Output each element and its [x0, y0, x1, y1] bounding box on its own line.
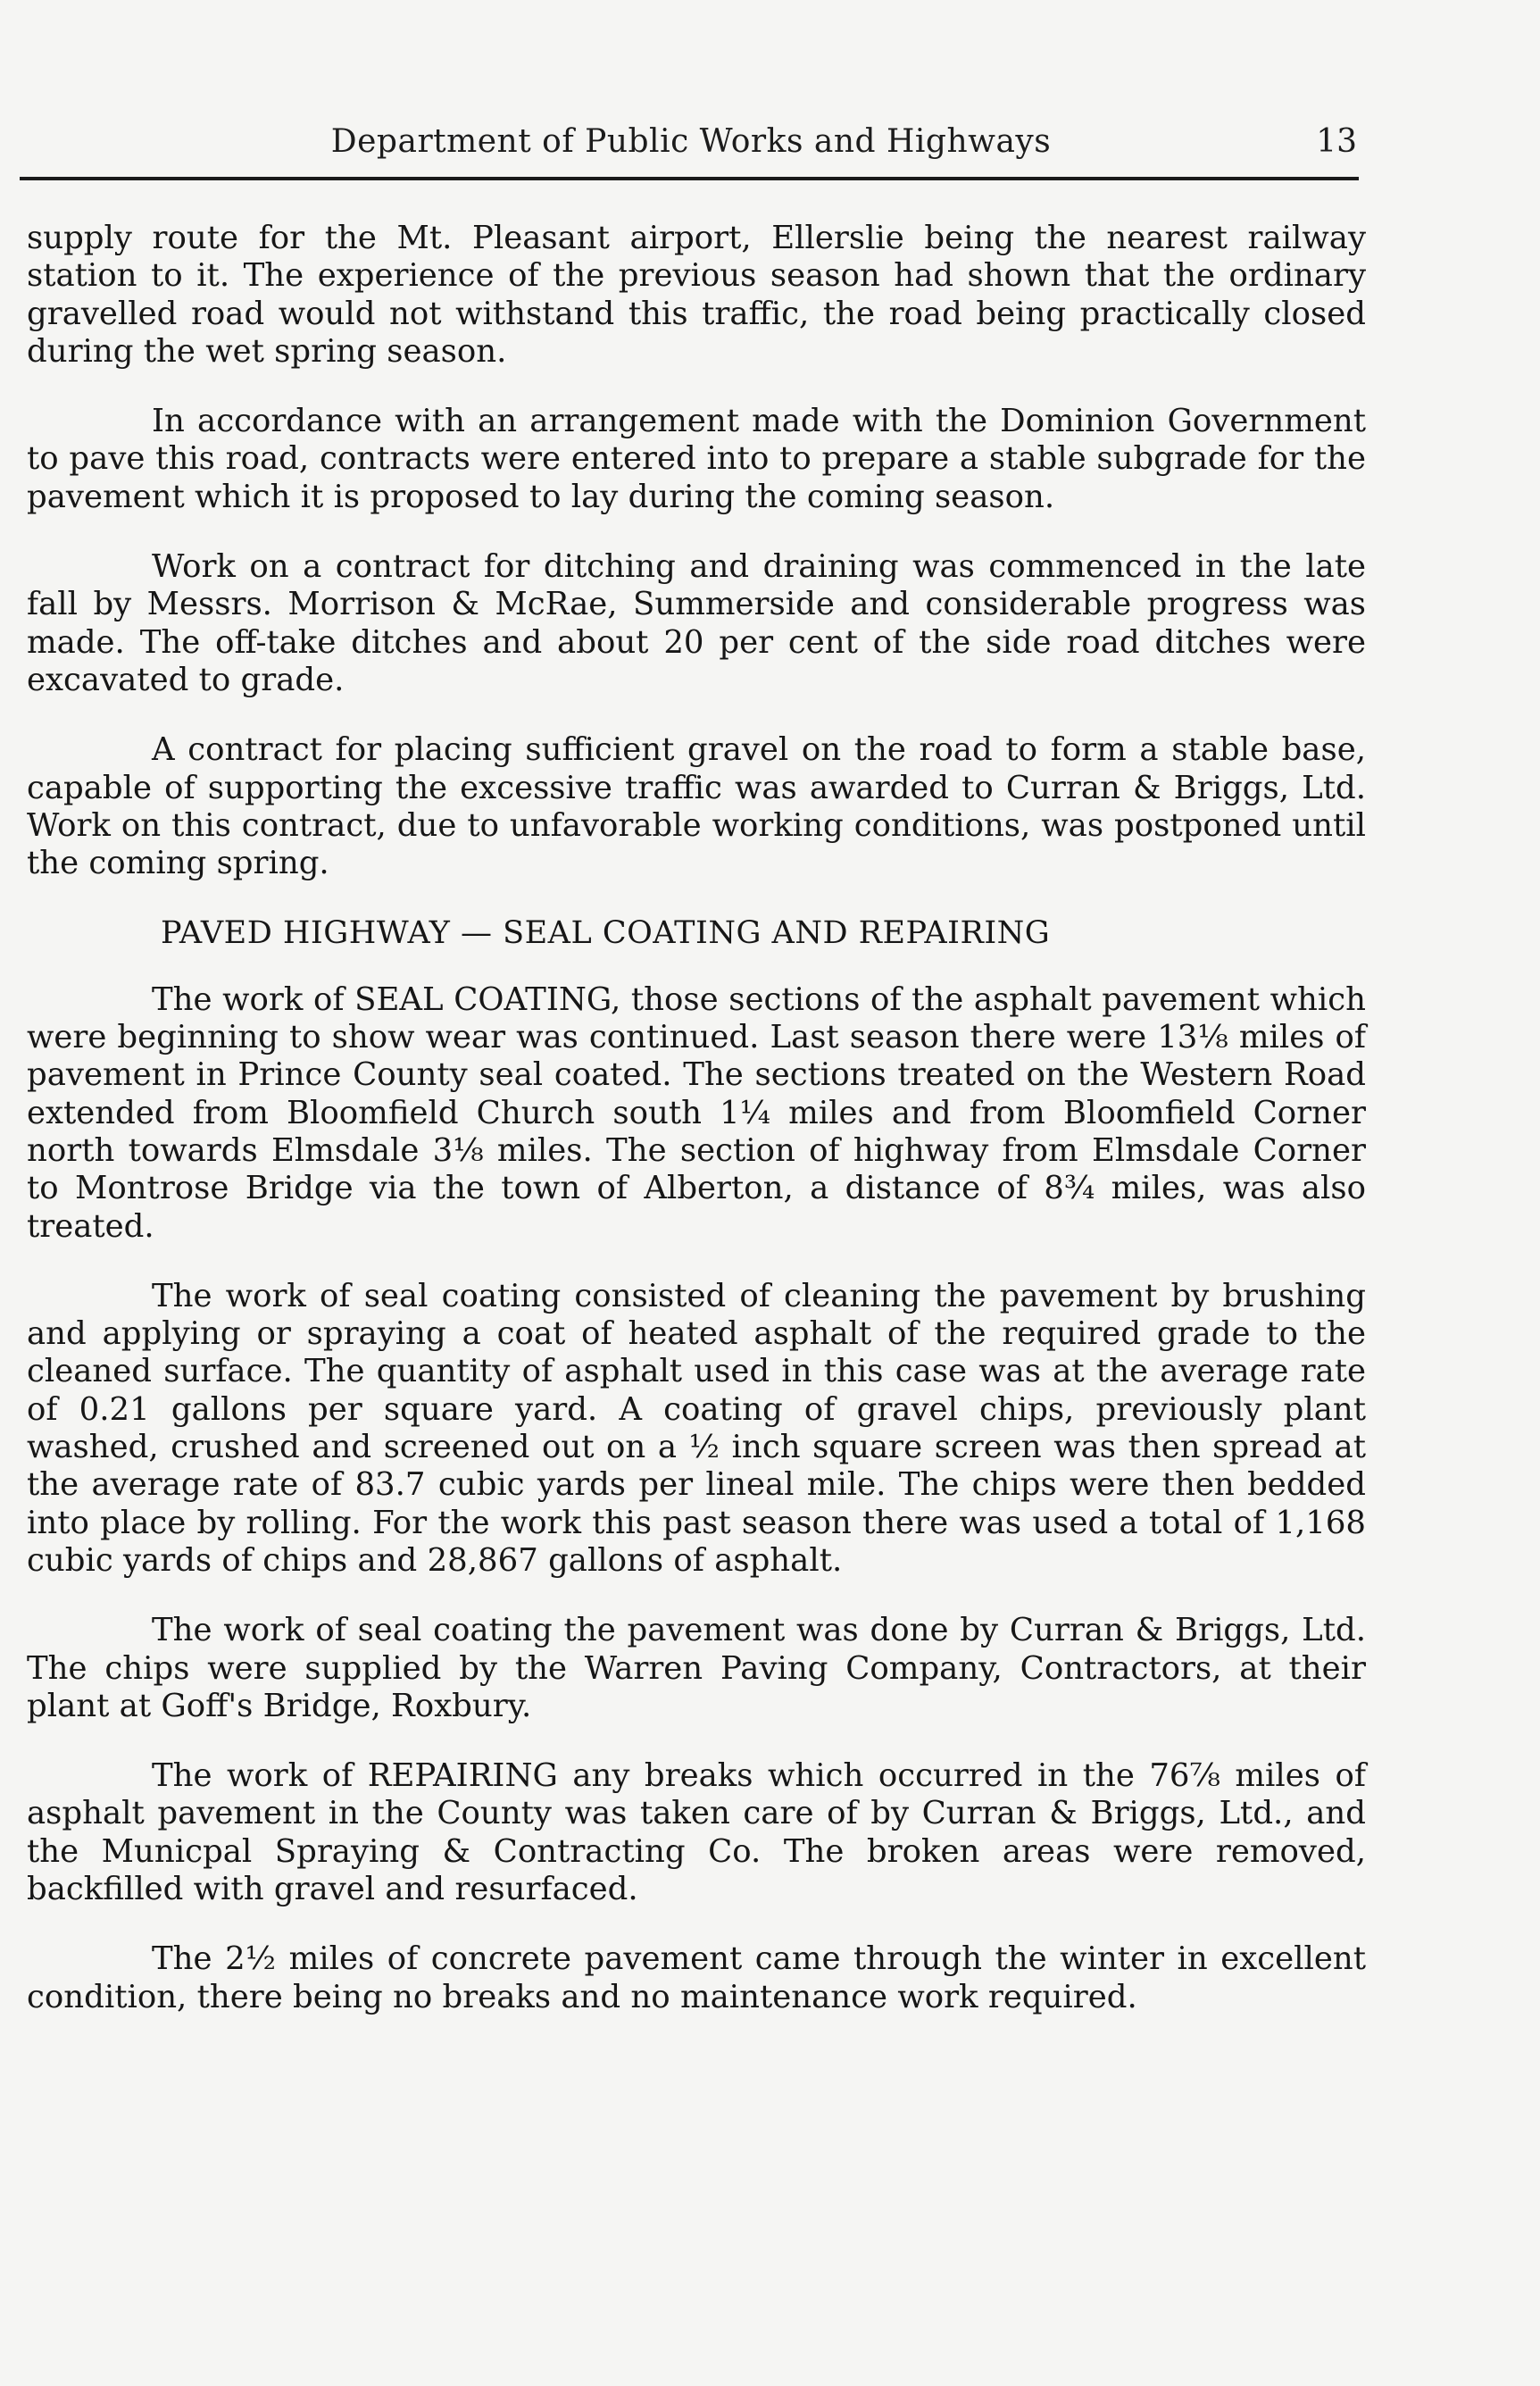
section-heading: PAVED HIGHWAY — SEAL COATING AND REPAIRING [161, 915, 1051, 952]
paragraph: Work on a contract for ditching and draining was commenced in the late fall by Messrs. Morrison & McRae, Summerside and considerable progress was made. The off-take ditches and about 20 per cent of the side road ditches were excavated to grade. [27, 548, 1366, 698]
page-number: 13 [1316, 123, 1357, 160]
running-title: Department of Public Works and Highways [330, 123, 1052, 160]
paragraph: The work of REPAIRING any breaks which occurred in the 76⅞ miles of asphalt pavement in the County was taken care of by Curran & Briggs, Ltd., and the Municpal Spraying & Contracting Co. The broken areas were removed, backfilled with gravel and resurfaced. [27, 1757, 1366, 1907]
body-text [27, 220, 1366, 2048]
paragraph: A contract for placing sufficient gravel on the road to form a stable base, capable of supporting the excessive traffic was awarded to Curran & Briggs, Ltd. Work on this contract, due to unfavorable working conditions, was postponed until the coming spring. [27, 731, 1366, 882]
paragraph: The 2½ miles of concrete pavement came through the winter in excellent condition, there being no breaks and no maintenance work required. [27, 1940, 1366, 2015]
paragraph: The work of seal coating the pavement was done by Curran & Briggs, Ltd. The chips were supplied by the Warren Paving Company, Contractors, at their plant at Goff's Bridge, Roxbury. [27, 1612, 1366, 1724]
paragraph: The work of SEAL COATING, those sections of the asphalt pavement which were beginning to show wear was continued. Last season there were 13⅛ miles of pavement in Prince County seal coated. The sections treated on the Western Road extended from Bloomfield Church south 1¼ miles and from Bloomfield Corner north towards Elmsdale 3⅛ miles. The section of highway from Elmsdale Corner to Montrose Bridge via the town of Alberton, a distance of 8¾ miles, was also treated. [27, 980, 1366, 1245]
running-header [25, 123, 1357, 170]
paragraph: In accordance with an arrangement made with the Dominion Government to pave this road, contracts were entered into to prepare a stable subgrade for the pavement which it is proposed to lay during the coming season. [27, 403, 1366, 515]
header-rule [20, 177, 1359, 180]
paragraph: supply route for the Mt. Pleasant airport, Ellerslie being the nearest railway station to it. The experience of the previous season had shown that the ordinary gravelled road would not withstand this traffic, the road being practically closed during the wet spring season. [27, 220, 1366, 370]
paragraph: The work of seal coating consisted of cleaning the pavement by brushing and applying or spraying a coat of heated asphalt of the required grade to the cleaned surface. The quantity of asphalt used in this case was at the average rate of 0.21 gallons per square yard. A coating of gravel chips, previously plant washed, crushed and screened out on a ½ inch square screen was then spread at the average rate of 83.7 cubic yards per lineal mile. The chips were then bedded into place by rolling. For the work this past season there was used a total of 1,168 cubic yards of chips and 28,867 gallons of asphalt. [27, 1277, 1366, 1579]
